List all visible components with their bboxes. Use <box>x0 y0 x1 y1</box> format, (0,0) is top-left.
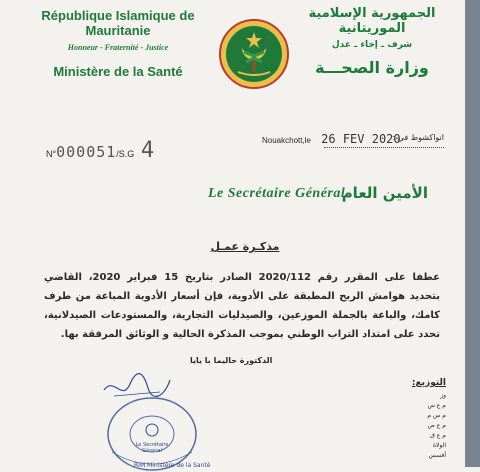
header-arabic <box>282 6 462 77</box>
distribution-item: م س م <box>427 412 446 419</box>
distribution-item: م ع س <box>427 402 446 409</box>
svg-text:Le Secrétaire: Le Secrétaire <box>135 442 169 448</box>
ministry-name-ar: وزارة الصحـــة <box>315 58 429 77</box>
reference-value: 000051 <box>56 143 117 161</box>
official-stamp-icon <box>94 372 214 472</box>
page-edge-strip <box>465 0 480 467</box>
date-label-fr: Nouakchott,le <box>262 136 311 145</box>
national-emblem-icon <box>218 18 290 90</box>
distribution-item: وز <box>440 392 446 399</box>
distribution-item: الولاة <box>432 442 446 449</box>
motto-ar: شرف ـ إخاء ـ عدل <box>331 40 413 50</box>
header-french <box>18 8 218 79</box>
distribution-list <box>346 378 446 461</box>
motto-fr: Honneur - Fraternité - Justice <box>67 43 169 52</box>
reference-prefix: N° <box>46 149 57 159</box>
distribution-title: التوزيع: <box>411 378 446 388</box>
ministry-name-fr: Ministère de la Santé <box>53 64 183 79</box>
distribution-item: م ع ص <box>427 422 446 429</box>
signatory-title-fr: Le Secrétaire Général <box>208 186 346 201</box>
date-label-ar: انواكشوط في : <box>392 133 444 142</box>
svg-text:Général: Général <box>142 448 162 454</box>
memo-title: مذكـرة عمـل <box>210 240 280 253</box>
distribution-item: م ع ق <box>430 432 446 439</box>
reference-suffix: /S.G <box>116 149 135 159</box>
signatory-name: الدكتورة حاليما با يايا <box>190 356 273 365</box>
svg-text:RIM Ministère de la Santé: RIM Ministère de la Santé <box>134 462 211 469</box>
date-value: 26 FEV 2020 <box>321 132 401 146</box>
date-dotted-line <box>324 147 444 148</box>
handwritten-mark: 4 <box>140 138 156 163</box>
date-line <box>262 132 444 146</box>
country-name-ar: الجمهورية الإسلامية الموريتانية <box>308 6 436 36</box>
country-name-fr: République Islamique de Mauritanie <box>41 8 195 38</box>
distribution-item: أفسس <box>428 452 446 459</box>
signatory-title-ar: الأمين العام <box>341 184 428 202</box>
memo-body: عطفا على المقرر رقم 2020/112 الصادر بتاريخ 15 فبراير 2020، القاضي بتحديد هوامش الربح المطبقة على الأدوية، فإن أسعار الأدوية المباعة من طرف كامك، والباعة بالجملة الموزعين، والصيدليات التجارية، والمستودعات الصيدلانية، تحدد على امتداد التراب الوطني بموجب المذكرة الحالية و الوثائق المرفقة بها. <box>44 272 440 340</box>
reference-number <box>46 138 155 163</box>
